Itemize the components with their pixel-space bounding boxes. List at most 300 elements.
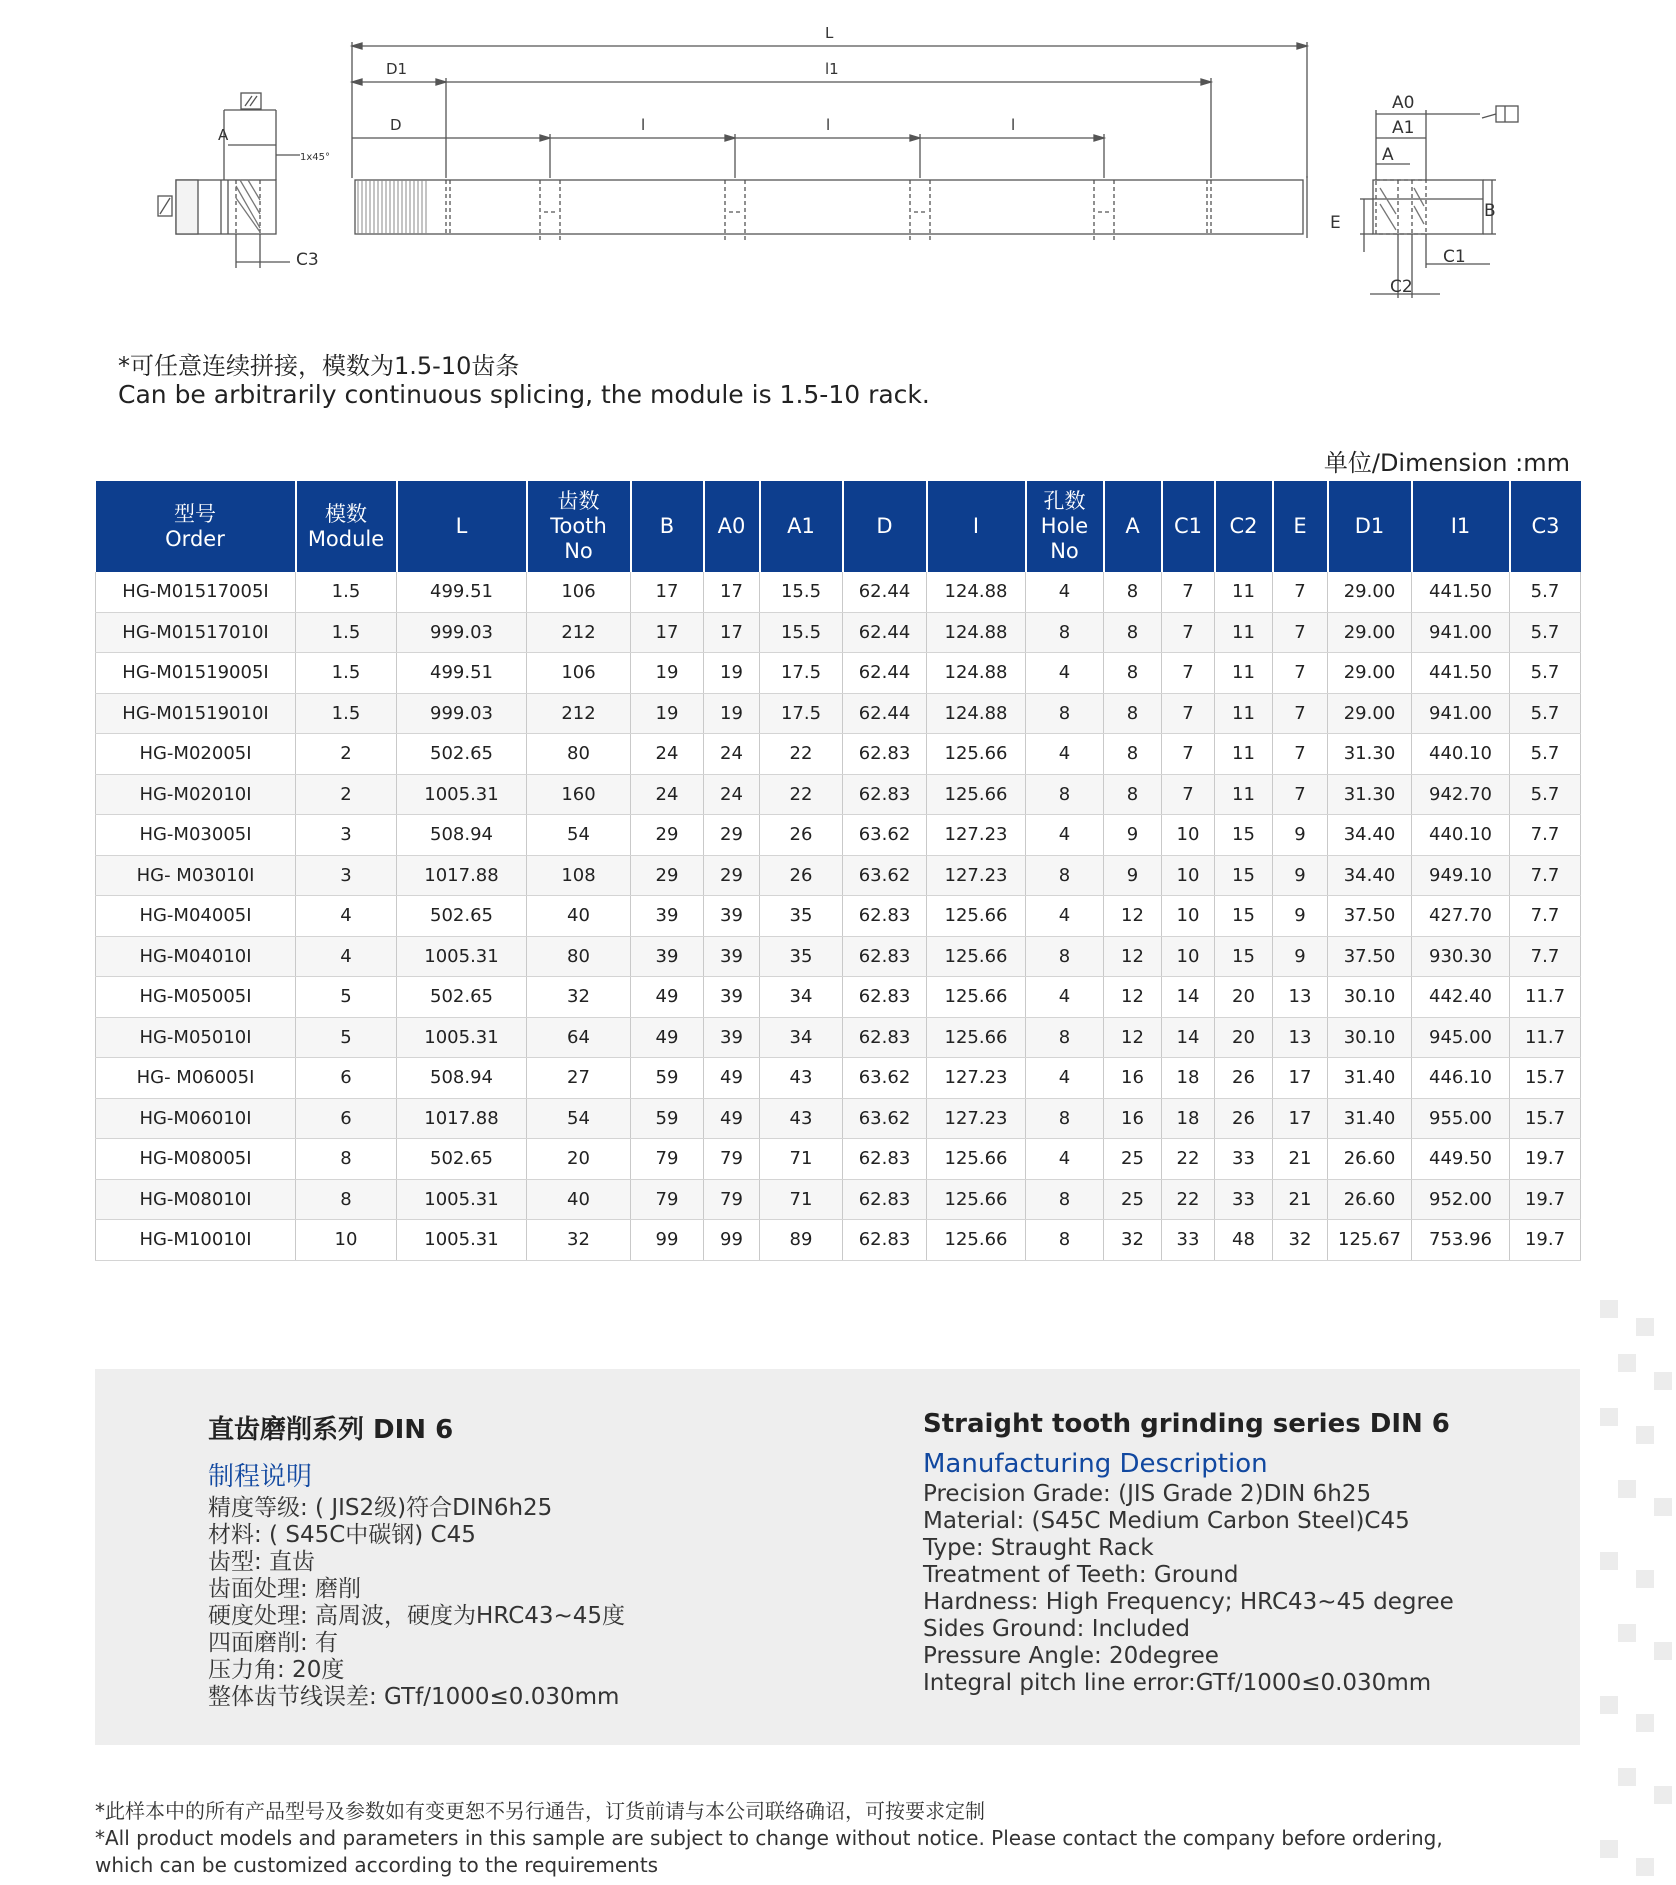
table-cell: 26.60 [1328, 1179, 1412, 1220]
table-cell: 17 [631, 572, 704, 612]
table-cell: 441.50 [1412, 572, 1510, 612]
table-cell: 11 [1215, 653, 1273, 694]
order-code-cell: HG-M08005I [96, 1139, 296, 1180]
table-cell: 17.5 [760, 693, 843, 734]
table-cell: 7 [1273, 734, 1328, 775]
table-cell: 442.40 [1412, 977, 1510, 1018]
table-cell: 125.66 [927, 1179, 1026, 1220]
order-code-cell: HG-M02010I [96, 774, 296, 815]
col-header-c3: C3 [1510, 481, 1581, 572]
table-cell: 39 [631, 936, 704, 977]
col-header-hole-no: 孔数 Hole No [1026, 481, 1104, 572]
table-cell: 62.44 [843, 693, 927, 734]
disclaimer-en-line1: *All product models and parameters in this sample are subject to change without notice. Please contact the company before ordering, [95, 1826, 1443, 1850]
process-subtitle-zh: 制程说明 [208, 1462, 313, 1492]
table-cell: 48 [1215, 1220, 1273, 1261]
table-cell: 31.40 [1328, 1098, 1412, 1139]
table-cell: 8 [296, 1179, 397, 1220]
table-cell: 62.83 [843, 1139, 927, 1180]
table-cell: 37.50 [1328, 896, 1412, 937]
table-cell: 7.7 [1510, 855, 1581, 896]
spec-line-en: Hardness: High Frequency; HRC43~45 degree [923, 1589, 1454, 1615]
table-cell: 502.65 [397, 1139, 527, 1180]
table-cell: 79 [704, 1179, 760, 1220]
table-row [96, 734, 1581, 775]
table-cell: 15.5 [760, 612, 843, 653]
table-cell: 125.66 [927, 1017, 1026, 1058]
series-title-en: Straight tooth grinding series DIN 6 [923, 1409, 1450, 1439]
table-cell: 15.7 [1510, 1098, 1581, 1139]
table-cell: 32 [1104, 1220, 1162, 1261]
right-label-b: B [1484, 201, 1496, 221]
spec-line-zh: 齿型: 直齿 [208, 1549, 316, 1575]
table-cell: 7 [1273, 612, 1328, 653]
table-cell: 4 [1026, 572, 1104, 612]
right-view-body [1373, 180, 1483, 234]
table-cell: 54 [527, 815, 631, 856]
table-cell: 31.30 [1328, 734, 1412, 775]
table-cell: 11 [1215, 612, 1273, 653]
table-cell: 17 [1273, 1058, 1328, 1099]
table-cell: 34.40 [1328, 855, 1412, 896]
table-cell: 62.83 [843, 734, 927, 775]
table-cell: 1.5 [296, 572, 397, 612]
table-cell: 35 [760, 936, 843, 977]
table-cell: 25 [1104, 1179, 1162, 1220]
table-cell: 125.66 [927, 734, 1026, 775]
table-cell: 8 [1026, 1098, 1104, 1139]
order-code-cell: HG-M05010I [96, 1017, 296, 1058]
table-cell: 63.62 [843, 1098, 927, 1139]
table-cell: 11.7 [1510, 1017, 1581, 1058]
col-header-c2: C2 [1215, 481, 1273, 572]
table-row [96, 1098, 1581, 1139]
table-cell: 71 [760, 1179, 843, 1220]
parallelism-symbol-right [1496, 106, 1518, 122]
table-cell: 3 [296, 815, 397, 856]
table-cell: 43 [760, 1098, 843, 1139]
table-cell: 7.7 [1510, 936, 1581, 977]
spec-line-en: Precision Grade: (JIS Grade 2)DIN 6h25 [923, 1481, 1372, 1507]
manufacturing-description-panel [95, 1369, 1580, 1745]
table-cell: 3 [296, 855, 397, 896]
table-cell: 19.7 [1510, 1179, 1581, 1220]
table-cell: 18 [1162, 1098, 1215, 1139]
table-cell: 10 [1162, 855, 1215, 896]
table-cell: 1005.31 [397, 1220, 527, 1261]
table-cell: 39 [704, 977, 760, 1018]
table-cell: 1005.31 [397, 1017, 527, 1058]
table-cell: 124.88 [927, 653, 1026, 694]
table-cell: 127.23 [927, 1098, 1026, 1139]
table-cell: 29 [631, 815, 704, 856]
description-en [923, 1409, 1454, 1697]
front-label-d1: D1 [386, 60, 408, 78]
right-label-c2: C2 [1390, 277, 1413, 297]
table-cell: 106 [527, 653, 631, 694]
table-cell: 19 [704, 653, 760, 694]
table-cell: 125.66 [927, 1220, 1026, 1261]
table-cell: 7 [1273, 653, 1328, 694]
table-cell: 8 [1026, 1179, 1104, 1220]
table-cell: 34.40 [1328, 815, 1412, 856]
table-cell: 125.66 [927, 936, 1026, 977]
table-cell: 49 [631, 977, 704, 1018]
table-row [96, 977, 1581, 1018]
front-label-l1: l1 [825, 60, 839, 78]
order-code-cell: HG-M01519005I [96, 653, 296, 694]
table-cell: 5.7 [1510, 612, 1581, 653]
table-cell: 8 [1026, 612, 1104, 653]
table-cell: 8 [1104, 612, 1162, 653]
table-row [96, 612, 1581, 653]
front-label-d: D [390, 116, 402, 134]
table-cell: 25 [1104, 1139, 1162, 1180]
table-cell: 8 [1104, 572, 1162, 612]
table-cell: 16 [1104, 1098, 1162, 1139]
table-cell: 4 [1026, 815, 1104, 856]
table-cell: 9 [1104, 855, 1162, 896]
table-cell: 22 [1162, 1139, 1215, 1180]
table-cell: 99 [631, 1220, 704, 1261]
table-cell: 7 [1273, 774, 1328, 815]
front-label-l-3: l [1011, 116, 1016, 134]
table-cell: 8 [296, 1139, 397, 1180]
col-header-a1: A1 [760, 481, 843, 572]
table-cell: 502.65 [397, 977, 527, 1018]
table-cell: 26 [1215, 1098, 1273, 1139]
order-code-cell: HG-M05005I [96, 977, 296, 1018]
table-cell: 10 [1162, 896, 1215, 937]
table-cell: 12 [1104, 1017, 1162, 1058]
decorative-pattern [1590, 1300, 1676, 1885]
table-cell: 8 [1104, 734, 1162, 775]
table-cell: 49 [704, 1058, 760, 1099]
col-header-module: 模数 Module [296, 481, 397, 572]
right-label-a1: A1 [1392, 118, 1415, 138]
spec-line-zh: 材料: ( S45C中碳钢) C45 [208, 1522, 476, 1548]
table-cell: 6 [296, 1058, 397, 1099]
splicing-note-zh: *可任意连续拼接，模数为1.5-10齿条 [118, 352, 520, 380]
table-cell: 508.94 [397, 1058, 527, 1099]
table-cell: 1.5 [296, 612, 397, 653]
col-header-a: A [1104, 481, 1162, 572]
table-cell: 502.65 [397, 896, 527, 937]
order-code-cell: HG-M10010I [96, 1220, 296, 1261]
table-cell: 9 [1273, 815, 1328, 856]
table-row [96, 936, 1581, 977]
table-cell: 19.7 [1510, 1139, 1581, 1180]
table-cell: 127.23 [927, 815, 1026, 856]
table-cell: 11 [1215, 693, 1273, 734]
table-cell: 40 [527, 1179, 631, 1220]
col-header-d: D [843, 481, 927, 572]
order-code-cell: HG-M01517005I [96, 572, 296, 612]
table-cell: 31.40 [1328, 1058, 1412, 1099]
table-cell: 12 [1104, 977, 1162, 1018]
table-cell: 16 [1104, 1058, 1162, 1099]
table-cell: 24 [631, 774, 704, 815]
table-cell: 19 [631, 693, 704, 734]
table-cell: 62.83 [843, 1220, 927, 1261]
table-cell: 19 [631, 653, 704, 694]
table-cell: 30.10 [1328, 977, 1412, 1018]
table-cell: 29.00 [1328, 653, 1412, 694]
table-cell: 29.00 [1328, 612, 1412, 653]
table-cell: 5 [296, 1017, 397, 1058]
table-cell: 4 [296, 896, 397, 937]
table-cell: 499.51 [397, 572, 527, 612]
col-header-i1: I1 [1412, 481, 1510, 572]
right-label-a: A [1382, 145, 1394, 165]
left-label-c3: C3 [296, 250, 319, 270]
table-cell: 21 [1273, 1139, 1328, 1180]
table-cell: 79 [631, 1179, 704, 1220]
table-cell: 1.5 [296, 653, 397, 694]
table-cell: 8 [1104, 653, 1162, 694]
table-cell: 63.62 [843, 855, 927, 896]
table-cell: 999.03 [397, 612, 527, 653]
table-cell: 1005.31 [397, 936, 527, 977]
table-row [96, 855, 1581, 896]
table-cell: 1017.88 [397, 1098, 527, 1139]
table-cell: 33 [1215, 1179, 1273, 1220]
table-cell: 941.00 [1412, 693, 1510, 734]
col-header-d1: D1 [1328, 481, 1412, 572]
table-cell: 62.83 [843, 936, 927, 977]
table-cell: 10 [1162, 815, 1215, 856]
table-cell: 20 [1215, 977, 1273, 1018]
table-cell: 508.94 [397, 815, 527, 856]
table-cell: 4 [1026, 653, 1104, 694]
table-cell: 108 [527, 855, 631, 896]
table-cell: 39 [631, 896, 704, 937]
table-cell: 62.83 [843, 1179, 927, 1220]
table-cell: 4 [1026, 1139, 1104, 1180]
table-cell: 7 [1273, 572, 1328, 612]
table-row [96, 653, 1581, 694]
table-cell: 14 [1162, 1017, 1215, 1058]
col-header-i: I [927, 481, 1026, 572]
table-row [96, 896, 1581, 937]
spec-line-en: Integral pitch line error:GTf/1000≤0.030mm [923, 1670, 1432, 1696]
table-cell: 9 [1104, 815, 1162, 856]
table-cell: 26 [760, 855, 843, 896]
table-cell: 99 [704, 1220, 760, 1261]
table-cell: 32 [1273, 1220, 1328, 1261]
table-cell: 8 [1026, 693, 1104, 734]
order-code-cell: HG-M01519010I [96, 693, 296, 734]
table-cell: 79 [704, 1139, 760, 1180]
table-cell: 24 [704, 734, 760, 775]
table-cell: 945.00 [1412, 1017, 1510, 1058]
table-cell: 17 [704, 572, 760, 612]
table-cell: 4 [1026, 1058, 1104, 1099]
order-code-cell: HG-M03005I [96, 815, 296, 856]
rack-technical-drawing [0, 0, 1676, 320]
table-row [96, 1220, 1581, 1261]
table-cell: 62.44 [843, 612, 927, 653]
table-cell: 440.10 [1412, 815, 1510, 856]
disclaimer-zh: *此样本中的所有产品型号及参数如有变更恕不另行通告，订货前请与本公司联络确诏，可按要求定制 [95, 1799, 985, 1823]
table-cell: 8 [1026, 1220, 1104, 1261]
table-cell: 212 [527, 693, 631, 734]
table-cell: 20 [1215, 1017, 1273, 1058]
table-cell: 952.00 [1412, 1179, 1510, 1220]
table-cell: 999.03 [397, 693, 527, 734]
table-cell: 7.7 [1510, 896, 1581, 937]
col-header-a0: A0 [704, 481, 760, 572]
spec-line-en: Pressure Angle: 20degree [923, 1643, 1219, 1669]
table-cell: 59 [631, 1098, 704, 1139]
table-cell: 29.00 [1328, 693, 1412, 734]
table-cell: 7 [1273, 693, 1328, 734]
table-row [96, 1179, 1581, 1220]
table-cell: 127.23 [927, 1058, 1026, 1099]
table-cell: 43 [760, 1058, 843, 1099]
table-cell: 26 [1215, 1058, 1273, 1099]
table-cell: 4 [296, 936, 397, 977]
table-cell: 29.00 [1328, 572, 1412, 612]
spec-line-en: Type: Straught Rack [923, 1535, 1154, 1561]
table-cell: 2 [296, 774, 397, 815]
table-cell: 32 [527, 1220, 631, 1261]
table-cell: 24 [704, 774, 760, 815]
right-label-e: E [1330, 213, 1341, 233]
table-cell: 124.88 [927, 693, 1026, 734]
table-cell: 22 [760, 734, 843, 775]
table-cell: 12 [1104, 896, 1162, 937]
table-cell: 125.66 [927, 896, 1026, 937]
table-cell: 440.10 [1412, 734, 1510, 775]
table-cell: 15 [1215, 855, 1273, 896]
table-cell: 79 [631, 1139, 704, 1180]
col-header-b: B [631, 481, 704, 572]
table-cell: 37.50 [1328, 936, 1412, 977]
table-row [96, 1017, 1581, 1058]
table-cell: 54 [527, 1098, 631, 1139]
table-cell: 40 [527, 896, 631, 937]
order-code-cell: HG- M03010I [96, 855, 296, 896]
table-cell: 5.7 [1510, 653, 1581, 694]
spec-line-en: Material: (S45C Medium Carbon Steel)C45 [923, 1508, 1410, 1534]
table-cell: 22 [1162, 1179, 1215, 1220]
left-label-a: A [218, 126, 229, 144]
table-cell: 955.00 [1412, 1098, 1510, 1139]
table-cell: 449.50 [1412, 1139, 1510, 1180]
table-cell: 14 [1162, 977, 1215, 1018]
table-cell: 29 [631, 855, 704, 896]
table-cell: 35 [760, 896, 843, 937]
series-title-zh: 直齿磨削系列 DIN 6 [208, 1415, 454, 1445]
table-row [96, 815, 1581, 856]
spec-line-zh: 整体齿节线误差: GTf/1000≤0.030mm [208, 1684, 620, 1710]
table-cell: 22 [760, 774, 843, 815]
rack-spec-table [95, 481, 1581, 1261]
table-cell: 949.10 [1412, 855, 1510, 896]
table-cell: 62.83 [843, 896, 927, 937]
table-cell: 1017.88 [397, 855, 527, 896]
table-cell: 89 [760, 1220, 843, 1261]
order-code-cell: HG- M06005I [96, 1058, 296, 1099]
parallelism-symbol [241, 93, 261, 109]
table-cell: 64 [527, 1017, 631, 1058]
order-code-cell: HG-M08010I [96, 1179, 296, 1220]
table-cell: 15 [1215, 815, 1273, 856]
table-cell: 6 [296, 1098, 397, 1139]
front-label-l-1: l [641, 116, 646, 134]
table-cell: 942.70 [1412, 774, 1510, 815]
table-cell: 49 [704, 1098, 760, 1139]
table-cell: 7 [1162, 734, 1215, 775]
table-cell: 4 [1026, 896, 1104, 937]
table-cell: 8 [1026, 1017, 1104, 1058]
table-cell: 4 [1026, 977, 1104, 1018]
table-cell: 7 [1162, 612, 1215, 653]
front-label-l-2: l [826, 116, 831, 134]
table-cell: 39 [704, 1017, 760, 1058]
table-cell: 63.62 [843, 1058, 927, 1099]
table-cell: 10 [1162, 936, 1215, 977]
table-cell: 930.30 [1412, 936, 1510, 977]
table-cell: 5.7 [1510, 734, 1581, 775]
table-cell: 39 [704, 896, 760, 937]
table-cell: 13 [1273, 977, 1328, 1018]
table-cell: 30.10 [1328, 1017, 1412, 1058]
table-cell: 39 [704, 936, 760, 977]
table-cell: 19.7 [1510, 1220, 1581, 1261]
table-cell: 1.5 [296, 693, 397, 734]
right-label-c1: C1 [1443, 247, 1466, 267]
table-cell: 8 [1026, 855, 1104, 896]
table-cell: 34 [760, 977, 843, 1018]
table-cell: 125.67 [1328, 1220, 1412, 1261]
table-cell: 17 [704, 612, 760, 653]
table-cell: 446.10 [1412, 1058, 1510, 1099]
table-cell: 11 [1215, 734, 1273, 775]
table-cell: 17 [1273, 1098, 1328, 1139]
order-code-cell: HG-M06010I [96, 1098, 296, 1139]
table-cell: 11.7 [1510, 977, 1581, 1018]
table-cell: 11 [1215, 774, 1273, 815]
table-cell: 29 [704, 815, 760, 856]
table-cell: 125.66 [927, 977, 1026, 1018]
table-cell: 32 [527, 977, 631, 1018]
table-cell: 63.62 [843, 815, 927, 856]
table-cell: 62.83 [843, 1017, 927, 1058]
spec-line-zh: 压力角: 20度 [208, 1657, 345, 1683]
table-cell: 124.88 [927, 612, 1026, 653]
table-cell: 62.44 [843, 572, 927, 612]
table-cell: 8 [1104, 693, 1162, 734]
table-cell: 427.70 [1412, 896, 1510, 937]
table-cell: 26 [760, 815, 843, 856]
description-zh [208, 1409, 625, 1711]
front-view-rack-body [355, 180, 1303, 234]
col-header-tooth-no: 齿数 Tooth No [527, 481, 631, 572]
table-cell: 753.96 [1412, 1220, 1510, 1261]
table-cell: 27 [527, 1058, 631, 1099]
table-cell: 106 [527, 572, 631, 612]
table-cell: 441.50 [1412, 653, 1510, 694]
table-cell: 160 [527, 774, 631, 815]
table-cell: 7.7 [1510, 815, 1581, 856]
spec-line-zh: 齿面处理: 磨削 [208, 1576, 362, 1602]
col-header-l: L [397, 481, 527, 572]
table-cell: 13 [1273, 1017, 1328, 1058]
disclaimer-footer [95, 1798, 1443, 1879]
table-cell: 125.66 [927, 1139, 1026, 1180]
